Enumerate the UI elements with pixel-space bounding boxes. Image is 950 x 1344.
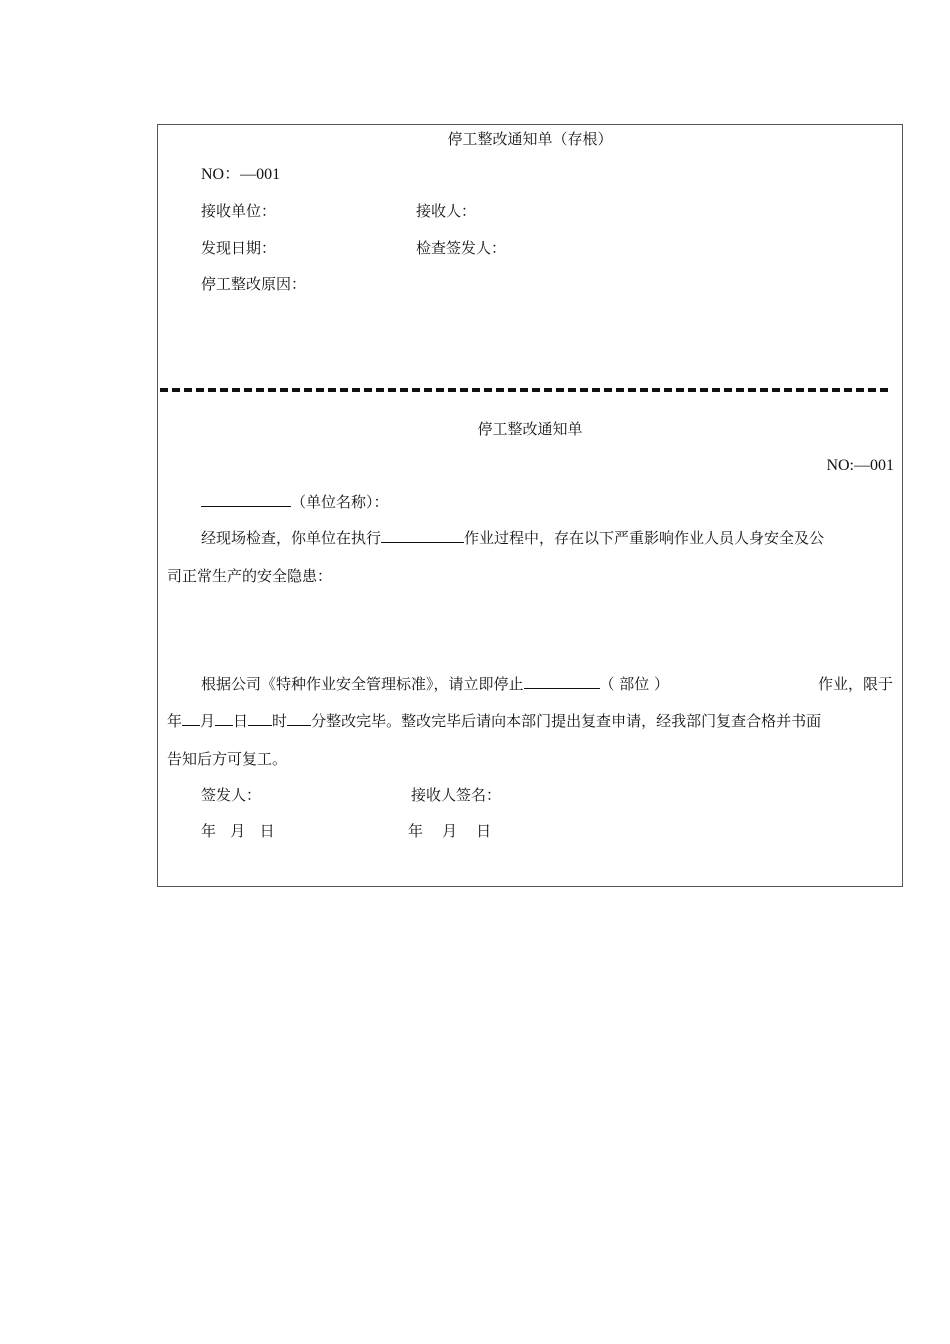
tear-off-dashed-line <box>160 388 888 392</box>
stub-receiver-label: 接收人： <box>416 202 477 220</box>
stop-work-notice-form <box>157 124 903 887</box>
hour-blank <box>248 711 272 726</box>
stub-number: NO：—001 <box>201 166 281 183</box>
paragraph-1-line-1 <box>201 528 824 548</box>
paragraph-1-line-2: 司正常生产的安全隐患： <box>167 567 333 585</box>
p1-start: 经现场检查，你单位在执行 <box>201 529 382 547</box>
p2-start: 根据公司《特种作业安全管理标准》，请立即停止 <box>201 675 524 693</box>
paragraph-2-line-1 <box>201 674 669 694</box>
stop-work-blank <box>524 674 600 689</box>
month-char: 月 <box>200 712 216 730</box>
p1-mid: 作业过程中，存在以下严重影响作业人员人身安全及公 <box>464 529 825 547</box>
month-blank <box>182 711 200 726</box>
p2-work: 作业，限于 <box>817 675 893 693</box>
unit-name-line <box>201 492 389 512</box>
notice-title: 停工整改通知单 <box>477 420 583 438</box>
work-type-blank <box>381 528 464 543</box>
notice-number: NO:—001 <box>826 457 894 474</box>
issuer-label: 签发人： <box>201 786 262 804</box>
issuer-date: 年 月 日 <box>201 822 275 840</box>
day-blank <box>215 711 233 726</box>
paragraph-2-line-2 <box>167 711 821 731</box>
hour-char: 时 <box>272 712 288 730</box>
stub-found-date-label: 发现日期： <box>201 239 277 257</box>
year-char: 年 <box>167 712 183 730</box>
receiver-date: 年 月 日 <box>408 822 492 840</box>
stub-receive-unit-label: 接收单位： <box>201 202 277 220</box>
stub-title: 停工整改通知单（存根） <box>447 130 613 148</box>
unit-name-label: （单位名称）： <box>291 493 389 511</box>
receiver-sign-label: 接收人签名： <box>411 786 502 804</box>
stub-reason-label: 停工整改原因： <box>201 275 307 293</box>
minute-blank <box>287 711 311 726</box>
unit-name-blank <box>201 492 291 507</box>
p2-department: （ 部位 ） <box>599 675 670 693</box>
stub-inspector-label: 检查签发人： <box>416 239 507 257</box>
paragraph-2-line-3: 告知后方可复工。 <box>167 750 288 768</box>
day-char: 日 <box>233 712 249 730</box>
p2-rest: 分整改完毕。整改完毕后请向本部门提出复查申请，经我部门复查合格并书面 <box>311 712 822 730</box>
